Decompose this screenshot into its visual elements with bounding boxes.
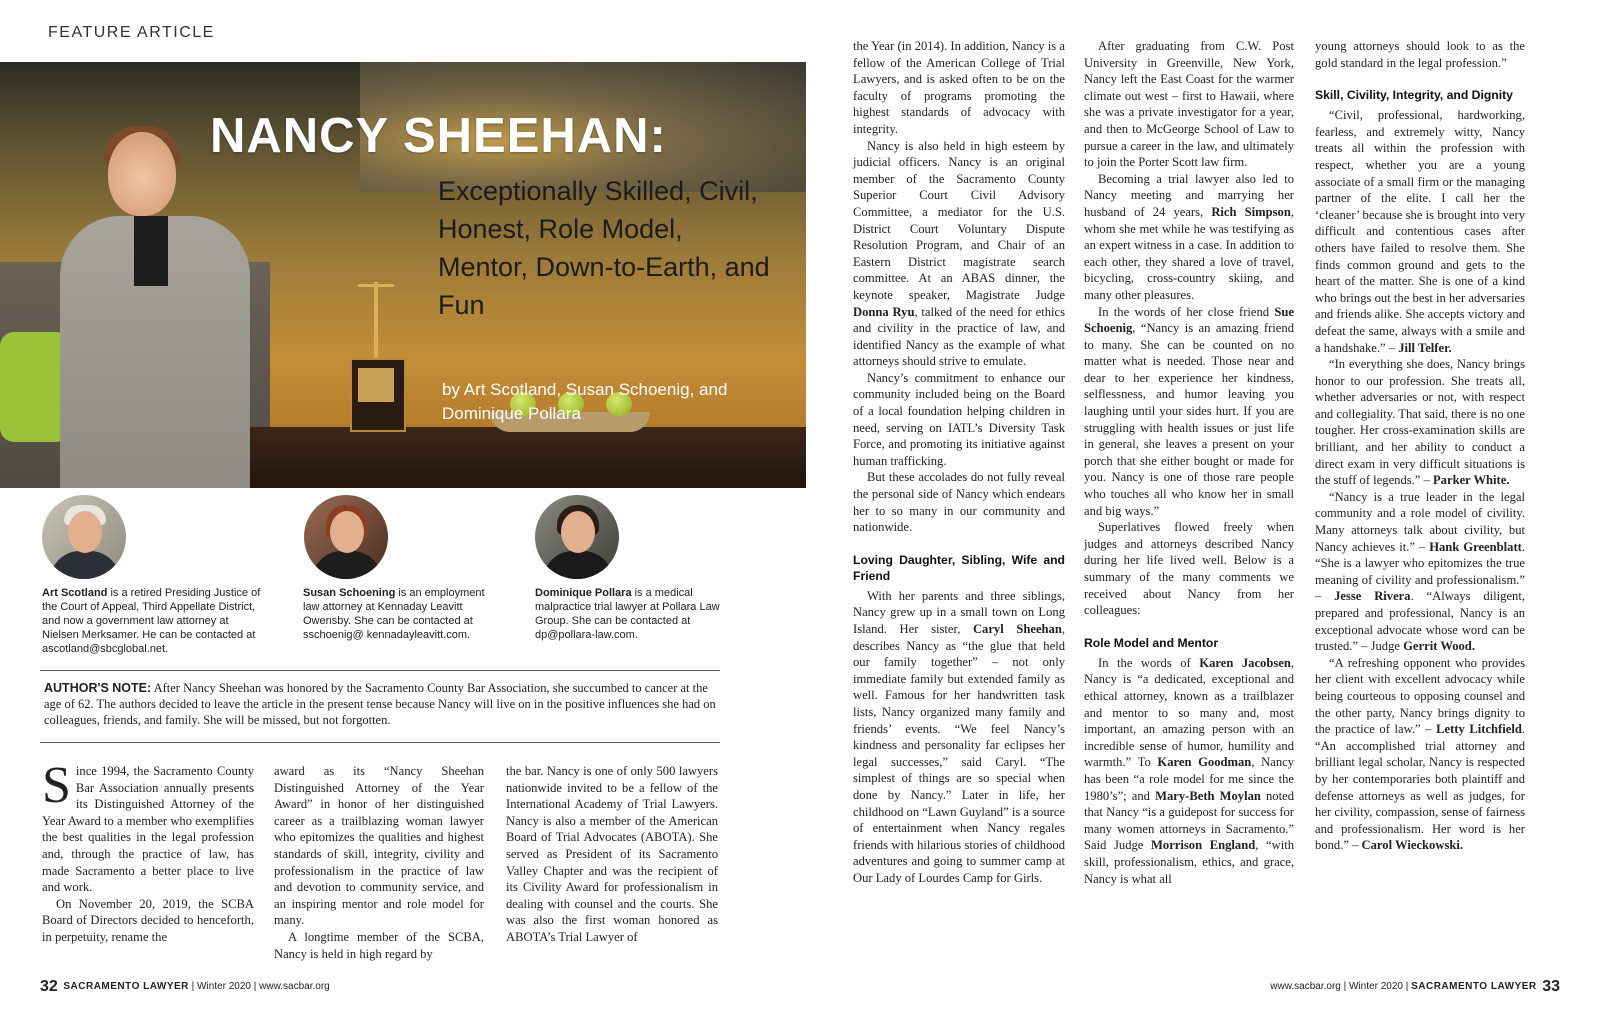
article-title: NANCY SHEEHAN: bbox=[210, 109, 667, 163]
article-column-2: award as its “Nancy Sheehan Distinguished Attorney of the Year Award” in honor of her distinguished career as a trailblazing woman lawyer who epitomizes the qualities and highest standards of skill, integrity, civility and professionalism in the practice of law and devotion to community service, and an inspiring mentor and role model for many. A longtime member of the SCBA, Nancy is held in high regard by bbox=[274, 764, 484, 961]
author-bio-art-scotland: Art Scotland is a retired Presiding Justice of the Court of Appeal, Third Appellate District, and now a government law attorney at Nielsen Merksamer. He can be contacted at ascotland@sbcglobal.net. bbox=[42, 587, 261, 655]
authors-note: AUTHOR'S NOTE: After Nancy Sheehan was honored by the Sacramento County Bar Association, she succumbed to cancer at the age of 62. The authors decided to leave the article in the present tense because Nancy will live on in the positive influences she had on colleagues, friends, and family. She will be missed, but not forgotten. bbox=[44, 681, 716, 727]
author-bio-dominique-pollara: Dominique Pollara is a medical malpractice trial lawyer at Pollara Law Group. She can be contacted at dp@pollara-law.com. bbox=[535, 587, 720, 641]
subhead-skill-civility: Skill, Civility, Integrity, and Dignity bbox=[1315, 88, 1513, 103]
article-column-6: young attorneys should look to as the gold standard in the legal profession.” Skill, Civility, Integrity, and Dignity “Civil, professional, hardworking, fearless, and extremely witty, Nancy treats all within the profession with respect, whether you are a young associate of a small firm or the managing partner of the elite. I call her the ‘cleaner’ because she is brought into very difficult and contentious cases after others have failed to resolve them. She finds common ground and gets to the heart of the matter. She is one of a kind who brings out the best in her adversaries and friends alike. She accepts victory and defeat the same, always with a smile and a handshake.” – Jill Telfer. “In everything she does, Nancy brings honor to our profession. She treats all, whether adversaries or not, with respect and collegiality. That said, there is no one tougher. Her cross-examination skills are brilliant, and her ability to conduct a direct exam in very difficult situations is the stuff of legends.” – Parker White. “Nancy is a true leader in the legal community and a role model of civility. Many attorneys talk about civility, but Nancy achieves it.” – Hank Greenblatt. “She is a lawyer who epitomizes the true meaning of civility and professionalism.” – Jesse Rivera. “Always diligent, prepared and professional, Nancy is an exceptional advocate whose word can be trusted.” – Judge Gerrit Wood. “A refreshing opponent who provides her client with excellent advocacy while being courteous to opposing counsel and the other party, Nancy brings dignity to the practice of law.” – Letty Litchfield. “An accomplished trial attorney and brilliant legal scholar, Nancy is respected by her contemporaries both plaintiff and defense attorneys as well as judges, for her civility, compassion, sense of fairness and professionalism. Her word is her bond.” – Carol Wieckowski. bbox=[1315, 39, 1526, 853]
author-photo-susan-schoening bbox=[304, 495, 388, 579]
author-photo-art-scotland bbox=[42, 495, 126, 579]
divider bbox=[40, 670, 720, 671]
drop-cap: S bbox=[42, 757, 71, 814]
table bbox=[250, 427, 806, 488]
section-label: FEATURE ARTICLE bbox=[48, 24, 215, 41]
subhead-loving-daughter: Loving Daughter, Sibling, Wife and Friend bbox=[853, 552, 1065, 583]
article-byline: by Art Scotland, Susan Schoenig, and Dominique Pollara bbox=[442, 380, 728, 423]
footer-right: www.sacbar.org | Winter 2020 | SACRAMENTO LAWYER 33 bbox=[1270, 978, 1560, 995]
portrait-figure bbox=[60, 132, 250, 488]
article-column-4: the Year (in 2014). In addition, Nancy is a fellow of the American College of Trial Lawyers, and is asked often to be on the faculty of programs promoting the highest standards of advocacy with integrity. Nancy is also held in high esteem by judicial officers. Nancy is an original member of the Sacramento County Superior Court Civil Advisory Committee, a mediator for the U.S. District Court Voluntary Dispute Resolution Program, and Chair of an Eastern District magistrate search committee. At an ABAS dinner, the keynote speaker, Magistrate Judge Donna Ryu, talked of the need for ethics and civility in the practice of law, and identified Nancy as the example of what attorneys should strive to emulate. Nancy’s commitment to enhance our community included being on the Board of a local foundation helping children in need, serving on IATL’s Diversity Task Force, and promoting its initiative against human trafficking. But these accolades do not fully reveal the personal side of Nancy which endears her to so many in our community and nationwide. Loving Daughter, Sibling, Wife and Friend With her parents and three siblings, Nancy grew up in a small town on Long Island. Her sister, Caryl Sheehan, describes Nancy as “the glue that held our family together” – not only immediate family but extended family as well. Famous for her handwritten task lists, Nancy organized many family and friends’ events. “We feel Nancy’s kindness and personality far eclipses her legal successes,” said Caryl. “The simplest of things are so special when done by Nancy.” Later in life, her childhood on “Lawn Guyland” is a source of entertainment when Nancy regales friends with hilarious stories of childhood adventures and going to summer camp at Our Lady of Lourdes Camp for Girls. bbox=[853, 39, 1065, 885]
author-photo-dominique-pollara bbox=[535, 495, 619, 579]
divider bbox=[40, 742, 720, 743]
trophy-icon bbox=[374, 282, 378, 360]
footer-left: 32 SACRAMENTO LAWYER | Winter 2020 | www.sacbar.org bbox=[40, 978, 330, 995]
article-column-5: After graduating from C.W. Post University in Greenville, New York, Nancy left the East Coast for the warmer climate out west – first to Hawaii, where she was a private investigator for a year, and then to McGeorge School of Law to pursue a career in the law, and ultimately to join the Porter Scott law firm. Becoming a trial lawyer also led to Nancy meeting and marrying her husband of 24 years, Rich Simpson, whom she met while he was testifying as an expert witness in a case. In addition to each other, they shared a love of travel, bicycling, cross-country skiing, and many other pleasures. In the words of her close friend Sue Schoenig, “Nancy is an amazing friend to many. She can be counted on no matter what is needed. Those near and dear to her experience her kindness, selflessness, and humor leaving you laughing until your sides hurt. If you are struggling with health issues or just life in general, she leaves a present on your porch that she either bought or made for you. Nancy is one of those rare people who touches all who know her in small and big ways.” Superlatives flowed freely when judges and attorneys described Nancy during her life lived well. Below is a summary of the many comments we received about Nancy from her colleagues: Role Model and Mentor In the words of Karen Jacobsen, Nancy is “a dedicated, exceptional and ethical attorney, known as a trailblazer and mentor to so many and, most important, an amazing person with an incredible sense of humor, humility and warmth.” To Karen Goodman, Nancy has been “a role model for me since the 1980’s”; and Mary-Beth Moylan noted that Nancy “is a guidepost for success for many women attorneys in Sacramento.” Said Judge Morrison England, “with skill, professionalism, ethics, and grace, Nancy is what all bbox=[1084, 39, 1295, 886]
subhead-role-model: Role Model and Mentor bbox=[1084, 635, 1219, 650]
page-number: 33 bbox=[1542, 978, 1560, 995]
article-column-3: the bar. Nancy is one of only 500 lawyers nationwide invited to be a fellow of the International Academy of Trial Lawyers. Nancy is also a member of the American Board of Trial Advocates (ABOTA). She served as President of its Sacramento Valley Chapter and was the recipient of its Civility Award for professionalism in dealing with counsel and the courts. She was also the first woman honored as ABOTA’s Trial Lawyer of bbox=[506, 764, 718, 944]
article-subtitle: Exceptionally Skilled, Civil, Honest, Role Model, Mentor, Down-to-Earth, and Fun bbox=[438, 176, 770, 320]
article-column-1: Since 1994, the Sacramento County Bar Association annually presents its Distinguished Attorney of the Year Award to a member who exemplifies the best qualities in the legal profession and, through the practice of law, has made Sacramento a better place to live and work. On November 20, 2019, the SCBA Board of Directors decided to henceforth, in perpetuity, rename the bbox=[42, 757, 254, 944]
author-bio-susan-schoening: Susan Schoening is an employment law attorney at Kennaday Leavitt Owensby. She can be contacted at sschoenig@ kennadayleavitt.com. bbox=[303, 587, 485, 641]
page-number: 32 bbox=[40, 978, 58, 995]
